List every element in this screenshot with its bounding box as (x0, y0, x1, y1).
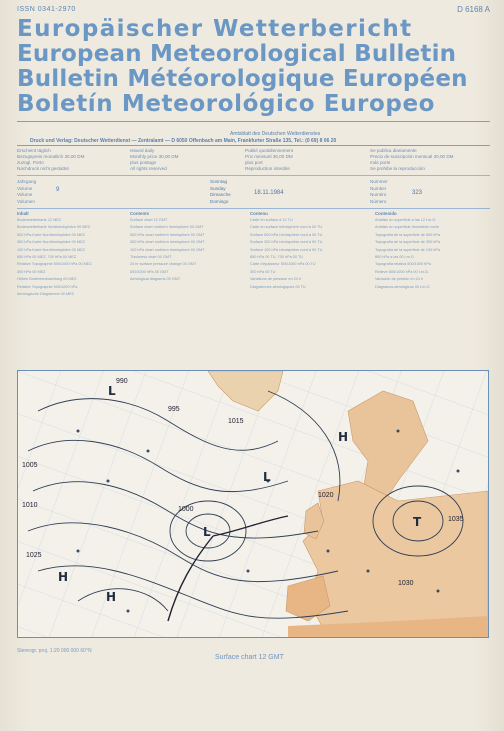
pressure-center: L (263, 470, 271, 484)
issue-number: 323 (412, 190, 423, 196)
title-french: Bulletin Météorologique Européen (17, 66, 468, 92)
publisher-line-2: Druck und Verlag: Deutscher Wetterdienst — Zentralamt — D 6050 Offenbach am Main, Frankfurter Straße 135, Tel.: (0 69) 8 06 20 (30, 138, 337, 144)
publisher-line-1: Amtsblatt des Deutschen Wetterdienstes (230, 131, 321, 137)
isobar-label: 1020 (318, 492, 334, 499)
document-code: D 6168 A (457, 5, 490, 14)
chart-caption: Surface chart 12 GMT (215, 654, 284, 661)
issn: ISSN 0341-2970 (17, 6, 76, 13)
contents-de: Inhalt Bodenwetterkarte 12 MEZ Bodenwetterkarte Nordhemisphäre 00 MEZ 500 hPa-Karte Nordhemisphäre 00 MEZ 300 hPa-Karte Nordhemisphäre 00 MEZ 100 hPa-Karte Nordhemisphäre 00 MEZ 850 hPa 00 MEZ, 700 hPa 00 MEZ Relative Topographie 500/1000 hPa 00 MEZ 300 hPa 00 MEZ Höhen Bodenbeobachtung 00 MEZ Relative Topographie 500/1000 hPa Aerologische Diagramme 00 MEZ (17, 211, 92, 297)
isobar-label: 1015 (228, 418, 244, 425)
projection-note: Stereogr. proj. 1:20 000 000 60°N (17, 648, 92, 654)
isobar-label: 1025 (26, 552, 42, 559)
pressure-center: L (203, 525, 211, 539)
isobar-label: 1035 (448, 516, 464, 523)
subscription-en: Issued daily Monthly price 30,00 DM plus postage All rights reserved (130, 148, 179, 171)
isobar-label: 1010 (22, 502, 38, 509)
isobar-label: 990 (116, 378, 128, 385)
divider (17, 175, 490, 176)
number-labels: Nummer Number Numéro Número (370, 179, 388, 204)
divider (17, 208, 490, 209)
subscription-es: Se publica diariamente Precio de suscripción mensual 30,00 DM más porte Se prohibe la reproducción (370, 148, 454, 171)
pressure-center: H (338, 430, 349, 444)
divider (17, 145, 490, 146)
pressure-center: T (413, 515, 422, 529)
publisher-block (30, 131, 337, 145)
volume-labels: Jahrgang Volume Volume Volumen (17, 179, 37, 204)
day-labels: Sonntag Sunday Dimanche Domingo (210, 179, 231, 204)
pressure-center: H (106, 590, 117, 604)
title-german: Europäischer Wetterbericht (17, 16, 413, 42)
isobar-label: 1005 (22, 462, 38, 469)
isobar-label: 1030 (398, 580, 414, 587)
contents-fr: Contenu Carte en surface à 12 TU Carte en surface hémisphère nord à 00 TU Surface 500 hPa hémisphère nord à 00 TU Surface 300 hPa hémisphère nord à 00 TU Surface 100 hPa hémisphère nord à 00 TU 850 hPa 00 TU, 700 hPa 00 TU Carte d'épaisseur 500/1000 hPa 00 TU 300 hPa 00 TU Variations de pression en 24 h Diagrammes aérologiques 00 TU (250, 211, 323, 289)
subscription-fr: Publié quotidiennement Prix mensuel 30,00 DM plus port Reproduction interdite (245, 148, 294, 171)
isobar-label: 1000 (178, 506, 194, 513)
issue-date: 18.11.1984 (254, 190, 284, 196)
contents-en: Contents Surface chart 12 GMT Surface chart northern hemisphere 00 GMT 500 hPa chart northern hemisphere 00 GMT 300 hPa chart northern hemisphere 00 GMT 100 hPa chart northern hemisphere 00 GMT Thickness chart 00 GMT 24 hr surface pressure change 00 GMT 500/1000 hPa 00 GMT Aerological diagrams 00 GMT (130, 211, 205, 282)
surface-chart (17, 370, 489, 638)
divider (17, 121, 490, 122)
pressure-center: L (108, 384, 116, 398)
isobar-label: 995 (168, 406, 180, 413)
title-spanish: Boletín Meteorológico Europeo (17, 91, 436, 117)
pressure-center: H (58, 570, 69, 584)
surface-chart-svg (18, 371, 488, 637)
contents-es: Contenido Análisis en superficie a las 12 t.m.G. Análisis en superficie hemisferio norte Topografía de la superficie de 500 hPa Topografía de la superficie de 300 hPa Topografía de la superficie de 100 hPa 850 hPa a las 00 t.m.G. Topografía relativa 500/1000 hPa Relieve 500/1000 hPa 00 t.m.G. Variación de presión en 24 h Diagramas aerológicos 00 t.m.G. (375, 211, 441, 289)
subscription-de: Erscheint täglich Bezugspreis monatlich 30,00 DM zuzügl. Porto Nachdruck nicht gestattet (17, 148, 85, 171)
volume-value: 9 (56, 187, 60, 193)
title-english: European Meteorological Bulletin (17, 41, 457, 67)
